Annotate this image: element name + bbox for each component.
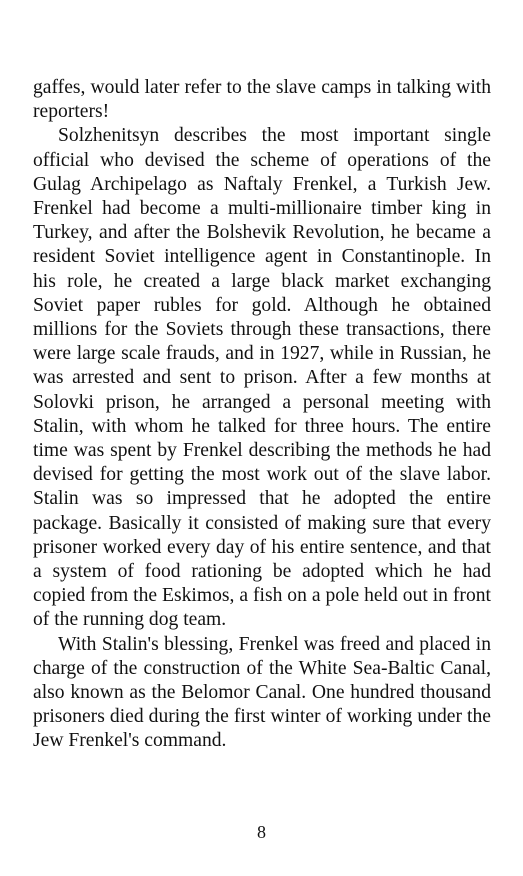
paragraph-3: With Stalin's blessing, Frenkel was freed and placed in charge of the construction of the White Sea-Baltic Canal, also known as the Belomor Canal. One hundred thousand prisoners died during the first winter of working under the Jew Frenkel's command. — [33, 633, 491, 752]
paragraph-1: gaffes, would later refer to the slave camps in talking with reporters! — [33, 77, 491, 123]
page-body — [33, 76, 491, 754]
paragraph-2: Solzhenitsyn describes the most important single official who devised the scheme of operations of the Gulag Archipelago as Naftaly Frenkel, a Turkish Jew. Frenkel had become a multi-millionaire timber king in Turkey, and after the Bolshevik Revolution, he became a resident Soviet intelligence agent in Constantinople. In his role, he created a large black market exchanging Soviet paper rubles for gold. Although he obtained millions for the Soviets through these transactions, there were large scale frauds, and in 1927, while in Russian, he was arrested and sent to prison. After a few months at Solovki prison, he arranged a personal meeting with Stalin, with whom he talked for three hours. The entire time was spent by Frenkel describing the methods he had devised for getting the most work out of the slave labor. Stalin was so impressed that he adopted the entire package. Basically it consisted of making sure that every prisoner worked every day of his entire sentence, and that a system of food rationing be adopted which he had copied from the Eskimos, a fish on a pole held out in front of the running dog team. — [33, 125, 491, 631]
page-number: 8 — [257, 822, 266, 842]
